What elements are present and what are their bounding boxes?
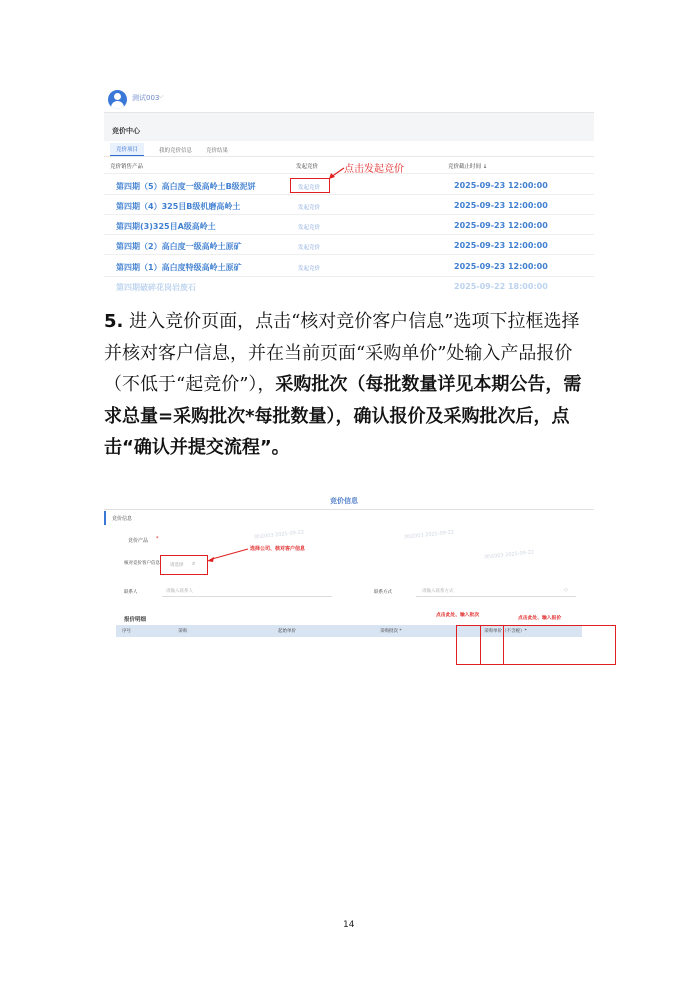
tab-bid-projects[interactable]: 竞价项目 bbox=[110, 143, 144, 156]
customer-select-placeholder[interactable]: 请选择 bbox=[170, 563, 184, 568]
table-row-deadline: 2025-09-23 12:00:00 bbox=[454, 241, 548, 250]
product-label: 竞价产品 bbox=[128, 538, 149, 544]
arrow-icon bbox=[206, 547, 250, 563]
tab-my-bids[interactable]: 我的竞价信息 bbox=[159, 148, 193, 154]
table-row-deadline: 2025-09-23 12:00:00 bbox=[454, 221, 548, 230]
start-bid-link[interactable]: 发起竞价 bbox=[298, 245, 321, 251]
price-input-highlight[interactable] bbox=[480, 625, 616, 665]
table-row-product[interactable]: 第四期破碎花岗岩废石 bbox=[116, 283, 196, 292]
step-number: 5. bbox=[104, 311, 124, 332]
section-title: 竞价信息 bbox=[112, 516, 133, 522]
contact-placeholder[interactable]: 请输入联系人 bbox=[166, 589, 193, 594]
watermark: 测试003 2025-09-22 bbox=[253, 529, 305, 541]
annotation-label: 点击此处、输入批次 bbox=[436, 613, 480, 618]
panel-header bbox=[104, 112, 594, 141]
start-bid-link[interactable]: 发起竞价 bbox=[298, 225, 321, 231]
chevron-down-icon[interactable]: ⌵ bbox=[158, 92, 164, 100]
highlight-box bbox=[160, 555, 208, 575]
page-number: 14 bbox=[343, 920, 355, 930]
verify-customer-label: 核对竞价客户信息 bbox=[124, 561, 160, 566]
table-row-product[interactable]: 第四期（1）高白度特级高岭土原矿 bbox=[116, 263, 242, 272]
instruction-paragraph bbox=[104, 306, 594, 464]
row-divider bbox=[104, 214, 594, 215]
tab-bid-results[interactable]: 竞价结果 bbox=[206, 148, 229, 154]
contact-method-label: 联系方式 bbox=[374, 590, 392, 595]
table-row-product[interactable]: 第四期（2）高白度一级高岭土原矿 bbox=[116, 242, 242, 251]
search-icon[interactable]: ⌕ bbox=[192, 560, 196, 567]
row-divider bbox=[104, 254, 594, 255]
instruction-text-bold: 采购批次（每批数量详见本期公告，需求总量=采购批次*每批数量），确认报价及采购批次后，点击“确认并提交流程”。 bbox=[104, 374, 582, 458]
table-row-product[interactable]: 第四期(3)325目A级高岭土 bbox=[116, 222, 216, 231]
annotation-label: 点击发起竞价 bbox=[344, 164, 404, 175]
column-header-index: 序号 bbox=[122, 629, 131, 634]
column-header-unit-price: 采购单价（不含税）* bbox=[484, 629, 527, 634]
table-row-product[interactable]: 第四期（5）高白度一级高岭土B级泥饼 bbox=[116, 182, 256, 191]
start-bid-link[interactable]: 发起竞价 bbox=[298, 205, 321, 211]
row-divider bbox=[104, 194, 594, 195]
column-header-batch: 采购批次 * bbox=[380, 629, 402, 634]
watermark: 测试003 2025-09-22 bbox=[483, 549, 535, 561]
user-name[interactable]: 测试003 bbox=[132, 94, 160, 102]
watermark: 测试003 2025-09-22 bbox=[403, 529, 455, 541]
row-divider bbox=[104, 234, 594, 235]
column-header-deadline[interactable]: 竞价截止时间 ↓ bbox=[448, 164, 488, 170]
bidding-center-screenshot bbox=[104, 84, 594, 296]
table-row-deadline: 2025-09-23 12:00:00 bbox=[454, 201, 548, 210]
row-divider bbox=[104, 276, 594, 277]
bid-info-screenshot bbox=[104, 491, 594, 671]
annotation-label: 选择公司、核对客户信息 bbox=[250, 546, 306, 552]
section-marker bbox=[104, 511, 106, 525]
contact-method-placeholder[interactable]: 请输入联系方式 bbox=[422, 589, 454, 594]
annotation-label: 点击此处、输入报价 bbox=[518, 616, 562, 621]
table-row-deadline: 2025-09-23 12:00:00 bbox=[454, 181, 548, 190]
column-header-action: 发起竞价 bbox=[296, 164, 319, 170]
table-row-deadline: 2025-09-22 18:00:00 bbox=[454, 282, 548, 291]
column-header-name: 采购 bbox=[178, 629, 187, 634]
avatar-icon[interactable] bbox=[108, 90, 127, 109]
form-title: 竞价信息 bbox=[330, 497, 358, 505]
start-bid-link[interactable]: 发起竞价 bbox=[298, 266, 321, 272]
chevron-icon[interactable]: ◇ bbox=[564, 587, 568, 593]
column-header-product: 竞价销售产品 bbox=[110, 164, 144, 170]
column-header-start-price: 起始单价 bbox=[278, 629, 296, 634]
required-mark: * bbox=[156, 536, 159, 542]
table-row-deadline: 2025-09-23 12:00:00 bbox=[454, 262, 548, 271]
table-row-product[interactable]: 第四期（4）325目B级机磨高岭土 bbox=[116, 202, 241, 211]
panel-title: 竞价中心 bbox=[112, 127, 140, 135]
highlight-box bbox=[290, 178, 330, 193]
instruction-text: 进入竞价页面，点击“核对竞价客户信息”选项下拉框选择并核对客户信息，并在当前页面“采购单价”处输入产品报价（不低于“起竞价”）， bbox=[104, 311, 580, 395]
start-bid-link[interactable]: 发起竞价 bbox=[298, 185, 321, 191]
contact-label: 联系人 bbox=[124, 590, 138, 595]
detail-title: 报价明细 bbox=[124, 617, 147, 623]
